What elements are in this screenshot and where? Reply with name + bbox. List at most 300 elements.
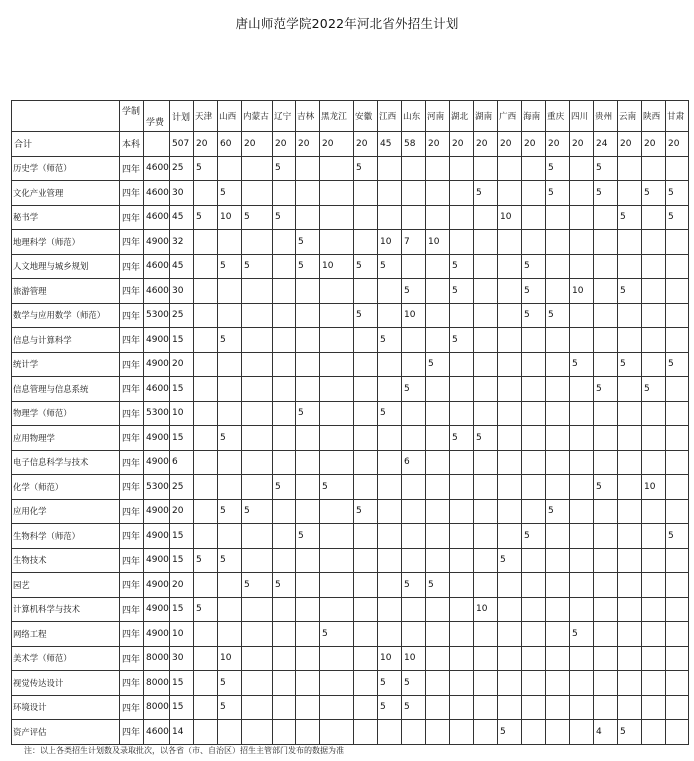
quota-cell [642, 695, 666, 720]
jihua-cell: 15 [170, 548, 194, 573]
quota-cell [546, 205, 570, 230]
page-title: 唐山师范学院2022年河北省外招生计划 [235, 16, 459, 31]
quota-cell: 5 [354, 499, 378, 524]
quota-cell [546, 377, 570, 402]
quota-cell: 5 [666, 205, 689, 230]
header-province: 辽宁 [273, 101, 296, 132]
quota-cell [320, 279, 354, 304]
quota-cell [474, 279, 498, 304]
quota-cell [242, 671, 273, 696]
jihua-cell: 30 [170, 181, 194, 206]
header-province: 海南 [522, 101, 546, 132]
major-name-cell: 应用化学 [12, 499, 120, 524]
major-name-cell: 美术学（师范） [12, 646, 120, 671]
quota-cell [522, 328, 546, 353]
quota-cell [570, 426, 594, 451]
quota-cell [450, 401, 474, 426]
quota-cell: 5 [378, 695, 402, 720]
quota-cell [618, 622, 642, 647]
quota-cell [194, 671, 218, 696]
quota-cell [666, 230, 689, 255]
quota-cell [570, 646, 594, 671]
total-xuezhi: 本科 [120, 132, 144, 157]
quota-cell [594, 646, 618, 671]
quota-cell [273, 352, 296, 377]
quota-cell [354, 181, 378, 206]
table-row [12, 450, 689, 475]
quota-cell [320, 156, 354, 181]
quota-cell [642, 548, 666, 573]
quota-cell: 5 [618, 279, 642, 304]
quota-cell [618, 475, 642, 500]
quota-cell [378, 622, 402, 647]
major-name-cell: 数学与应用数学（师范） [12, 303, 120, 328]
quota-cell [642, 279, 666, 304]
xuefei-cell: 4600 [144, 181, 170, 206]
quota-cell [450, 499, 474, 524]
quota-cell [273, 279, 296, 304]
xuezhi-cell: 四年 [120, 573, 144, 598]
major-name-cell: 旅游管理 [12, 279, 120, 304]
header-province: 四川 [570, 101, 594, 132]
quota-cell [642, 622, 666, 647]
quota-cell [522, 646, 546, 671]
xuefei-cell: 5300 [144, 401, 170, 426]
quota-cell: 5 [273, 475, 296, 500]
table-row [12, 181, 689, 206]
quota-cell [450, 720, 474, 745]
quota-cell [354, 279, 378, 304]
quota-cell: 5 [450, 254, 474, 279]
quota-cell [522, 597, 546, 622]
major-name-cell: 电子信息科学与技术 [12, 450, 120, 475]
major-name-cell: 生物技术 [12, 548, 120, 573]
quota-cell [666, 499, 689, 524]
quota-cell [498, 181, 522, 206]
quota-cell [546, 548, 570, 573]
quota-cell [354, 695, 378, 720]
quota-cell: 5 [474, 181, 498, 206]
quota-cell [642, 597, 666, 622]
quota-cell [474, 646, 498, 671]
quota-cell [296, 156, 320, 181]
quota-cell [426, 646, 450, 671]
quota-cell [522, 499, 546, 524]
quota-cell [570, 720, 594, 745]
quota-cell [354, 450, 378, 475]
quota-cell [426, 450, 450, 475]
header-province: 山西 [218, 101, 242, 132]
quota-cell [498, 230, 522, 255]
total-quota-cell: 20 [296, 132, 320, 157]
quota-cell [522, 695, 546, 720]
quota-cell [666, 401, 689, 426]
quota-cell: 5 [218, 181, 242, 206]
quota-cell [546, 328, 570, 353]
quota-cell [242, 401, 273, 426]
quota-cell [642, 671, 666, 696]
jihua-cell: 15 [170, 377, 194, 402]
xuezhi-cell: 四年 [120, 622, 144, 647]
quota-cell [498, 254, 522, 279]
quota-cell [378, 475, 402, 500]
quota-cell [218, 720, 242, 745]
quota-cell [642, 720, 666, 745]
header-province: 湖南 [474, 101, 498, 132]
major-name-cell: 秘书学 [12, 205, 120, 230]
jihua-cell: 25 [170, 156, 194, 181]
quota-cell [242, 279, 273, 304]
quota-cell [402, 548, 426, 573]
xuefei-cell: 8000 [144, 695, 170, 720]
quota-cell: 5 [194, 548, 218, 573]
quota-cell [642, 303, 666, 328]
quota-cell [498, 279, 522, 304]
quota-cell [273, 597, 296, 622]
quota-cell [426, 499, 450, 524]
xuefei-cell: 4900 [144, 597, 170, 622]
quota-cell: 5 [320, 622, 354, 647]
quota-cell: 10 [642, 475, 666, 500]
quota-cell [242, 646, 273, 671]
quota-cell [474, 548, 498, 573]
quota-cell [354, 671, 378, 696]
quota-cell [296, 328, 320, 353]
quota-cell [242, 426, 273, 451]
jihua-cell: 15 [170, 426, 194, 451]
quota-cell [426, 401, 450, 426]
jihua-cell: 25 [170, 303, 194, 328]
quota-cell [474, 499, 498, 524]
quota-cell [594, 328, 618, 353]
quota-cell [194, 622, 218, 647]
total-quota-cell: 24 [594, 132, 618, 157]
quota-cell: 10 [498, 205, 522, 230]
xuezhi-cell: 四年 [120, 254, 144, 279]
quota-cell [320, 328, 354, 353]
major-name-cell: 信息管理与信息系统 [12, 377, 120, 402]
total-quota-cell: 20 [242, 132, 273, 157]
header-province: 湖北 [450, 101, 474, 132]
total-jihua: 507 [170, 132, 194, 157]
major-name-cell: 资产评估 [12, 720, 120, 745]
quota-cell [474, 303, 498, 328]
quota-cell: 10 [218, 205, 242, 230]
quota-cell [666, 597, 689, 622]
quota-cell [320, 401, 354, 426]
xuefei-cell: 4900 [144, 573, 170, 598]
quota-cell: 10 [378, 646, 402, 671]
total-xuefei [144, 132, 170, 157]
quota-cell [194, 426, 218, 451]
xuezhi-cell: 四年 [120, 450, 144, 475]
header-province: 云南 [618, 101, 642, 132]
quota-cell [402, 524, 426, 549]
quota-cell [618, 597, 642, 622]
quota-cell: 5 [378, 254, 402, 279]
quota-cell: 10 [474, 597, 498, 622]
quota-cell [194, 499, 218, 524]
quota-cell: 5 [546, 499, 570, 524]
quota-cell [642, 352, 666, 377]
quota-cell [378, 303, 402, 328]
quota-cell [354, 597, 378, 622]
total-quota-cell: 20 [354, 132, 378, 157]
header-name-cell [12, 101, 120, 132]
quota-cell [618, 499, 642, 524]
quota-cell: 5 [402, 573, 426, 598]
quota-cell: 5 [273, 205, 296, 230]
table-row [12, 205, 689, 230]
quota-cell [570, 671, 594, 696]
quota-cell [426, 695, 450, 720]
total-row [12, 132, 689, 157]
quota-cell [320, 352, 354, 377]
quota-cell [194, 181, 218, 206]
quota-cell [450, 573, 474, 598]
quota-cell [594, 352, 618, 377]
quota-cell [378, 573, 402, 598]
quota-cell [426, 671, 450, 696]
quota-cell: 5 [666, 352, 689, 377]
quota-cell [642, 426, 666, 451]
total-quota-cell: 20 [618, 132, 642, 157]
quota-cell [474, 671, 498, 696]
quota-cell [218, 377, 242, 402]
table-row [12, 303, 689, 328]
quota-cell [320, 597, 354, 622]
quota-cell [194, 720, 218, 745]
total-quota-cell: 20 [450, 132, 474, 157]
quota-cell [296, 720, 320, 745]
xuezhi-cell: 四年 [120, 426, 144, 451]
quota-cell [426, 156, 450, 181]
quota-cell [570, 695, 594, 720]
quota-cell [450, 671, 474, 696]
quota-cell [218, 303, 242, 328]
quota-cell [594, 254, 618, 279]
quota-cell [426, 524, 450, 549]
quota-cell [570, 524, 594, 549]
quota-cell: 5 [402, 695, 426, 720]
quota-cell [522, 401, 546, 426]
quota-cell: 5 [378, 671, 402, 696]
quota-cell [296, 377, 320, 402]
quota-cell [498, 524, 522, 549]
quota-cell [570, 499, 594, 524]
xuefei-cell: 8000 [144, 671, 170, 696]
quota-cell [594, 279, 618, 304]
xuezhi-cell: 四年 [120, 279, 144, 304]
jihua-cell: 14 [170, 720, 194, 745]
xuefei-cell: 8000 [144, 646, 170, 671]
quota-cell [666, 573, 689, 598]
table-row [12, 328, 689, 353]
quota-cell [498, 671, 522, 696]
quota-cell [618, 156, 642, 181]
quota-cell: 5 [594, 377, 618, 402]
quota-cell [194, 352, 218, 377]
quota-cell [594, 524, 618, 549]
quota-cell [666, 279, 689, 304]
quota-cell [570, 181, 594, 206]
xuefei-cell: 4600 [144, 254, 170, 279]
table-row [12, 524, 689, 549]
quota-cell: 5 [273, 156, 296, 181]
quota-cell [320, 548, 354, 573]
quota-cell [522, 205, 546, 230]
quota-cell [546, 622, 570, 647]
quota-cell [594, 426, 618, 451]
quota-cell [296, 548, 320, 573]
major-name-cell: 应用物理学 [12, 426, 120, 451]
quota-cell: 5 [242, 254, 273, 279]
quota-cell [594, 499, 618, 524]
quota-cell: 5 [618, 205, 642, 230]
quota-cell: 5 [402, 279, 426, 304]
quota-cell [474, 524, 498, 549]
quota-cell [594, 573, 618, 598]
quota-cell [218, 230, 242, 255]
quota-cell [378, 720, 402, 745]
xuefei-cell: 4900 [144, 450, 170, 475]
quota-cell [522, 475, 546, 500]
quota-cell [426, 279, 450, 304]
quota-cell: 5 [354, 254, 378, 279]
table-row [12, 401, 689, 426]
quota-cell: 10 [218, 646, 242, 671]
footnote: 注：以上各类招生计划数及录取批次，以各省（市、自治区）招生主管部门发布的数据为准 [24, 746, 344, 755]
quota-cell [546, 524, 570, 549]
jihua-cell: 10 [170, 622, 194, 647]
quota-cell [522, 426, 546, 451]
header-province: 重庆 [546, 101, 570, 132]
quota-cell [594, 597, 618, 622]
quota-cell [546, 597, 570, 622]
major-name-cell: 计算机科学与技术 [12, 597, 120, 622]
quota-cell: 5 [618, 720, 642, 745]
quota-cell [546, 254, 570, 279]
major-name-cell: 化学（师范） [12, 475, 120, 500]
quota-cell [218, 279, 242, 304]
quota-cell [618, 230, 642, 255]
total-quota-cell: 20 [426, 132, 450, 157]
quota-cell [320, 573, 354, 598]
quota-cell [642, 230, 666, 255]
xuezhi-cell: 四年 [120, 377, 144, 402]
total-quota-cell: 20 [642, 132, 666, 157]
quota-cell: 5 [426, 352, 450, 377]
quota-cell [354, 426, 378, 451]
xuefei-cell: 4900 [144, 622, 170, 647]
quota-cell [426, 548, 450, 573]
jihua-cell: 20 [170, 352, 194, 377]
total-quota-cell: 45 [378, 132, 402, 157]
total-quota-cell: 20 [194, 132, 218, 157]
quota-cell: 5 [273, 573, 296, 598]
quota-cell [474, 254, 498, 279]
quota-cell [194, 646, 218, 671]
table-row [12, 646, 689, 671]
quota-cell [354, 573, 378, 598]
quota-cell [273, 646, 296, 671]
quota-cell [296, 671, 320, 696]
quota-cell [498, 426, 522, 451]
quota-cell [378, 377, 402, 402]
quota-cell [242, 181, 273, 206]
quota-cell [320, 303, 354, 328]
quota-cell: 5 [378, 401, 402, 426]
quota-cell [498, 352, 522, 377]
xuefei-cell: 4600 [144, 205, 170, 230]
quota-cell [296, 279, 320, 304]
total-quota-cell: 60 [218, 132, 242, 157]
quota-cell [546, 646, 570, 671]
quota-cell [570, 303, 594, 328]
quota-cell [296, 695, 320, 720]
quota-cell [594, 695, 618, 720]
quota-cell [402, 156, 426, 181]
quota-cell [570, 475, 594, 500]
quota-cell [522, 230, 546, 255]
quota-cell [320, 426, 354, 451]
quota-cell: 5 [546, 181, 570, 206]
quota-cell [273, 622, 296, 647]
quota-cell [194, 279, 218, 304]
xuefei-cell: 5300 [144, 303, 170, 328]
quota-cell [242, 303, 273, 328]
quota-cell [402, 205, 426, 230]
quota-cell [320, 524, 354, 549]
table-row [12, 156, 689, 181]
quota-cell [618, 303, 642, 328]
header-province: 陕西 [642, 101, 666, 132]
jihua-cell: 20 [170, 499, 194, 524]
quota-cell [474, 230, 498, 255]
quota-cell [320, 450, 354, 475]
xuezhi-cell: 四年 [120, 156, 144, 181]
quota-cell [426, 377, 450, 402]
xuefei-cell: 4900 [144, 524, 170, 549]
table-row [12, 720, 689, 745]
quota-cell [450, 622, 474, 647]
table-row [12, 548, 689, 573]
quota-cell [666, 720, 689, 745]
major-name-cell: 历史学（师范） [12, 156, 120, 181]
quota-cell [296, 646, 320, 671]
quota-cell [296, 181, 320, 206]
quota-cell [546, 475, 570, 500]
quota-cell [498, 156, 522, 181]
quota-cell: 5 [354, 303, 378, 328]
quota-cell [402, 254, 426, 279]
quota-cell [546, 573, 570, 598]
xuezhi-cell: 四年 [120, 475, 144, 500]
quota-cell: 5 [194, 205, 218, 230]
header-province: 河南 [426, 101, 450, 132]
quota-cell [296, 622, 320, 647]
quota-cell: 5 [426, 573, 450, 598]
quota-cell [354, 524, 378, 549]
quota-cell: 5 [450, 279, 474, 304]
quota-cell [450, 548, 474, 573]
quota-cell [194, 230, 218, 255]
quota-cell [618, 695, 642, 720]
quota-cell: 10 [426, 230, 450, 255]
xuezhi-cell: 四年 [120, 548, 144, 573]
quota-cell [426, 622, 450, 647]
quota-cell [218, 524, 242, 549]
